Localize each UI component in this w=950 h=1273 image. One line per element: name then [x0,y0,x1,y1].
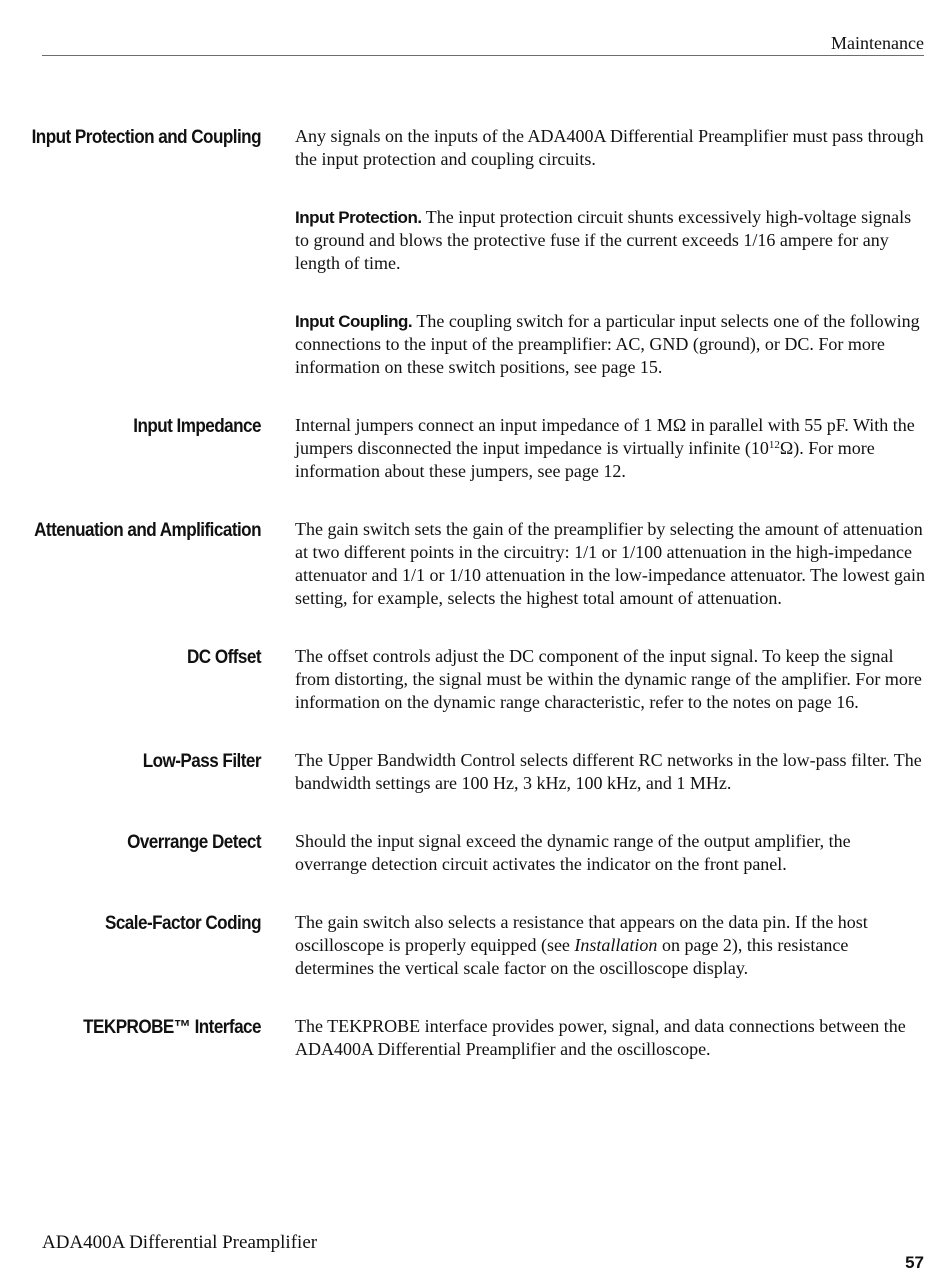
paragraph-text: The input protection circuit shunts excessively high-voltage signals to ground and blows the protective fuse if the current exceeds 1/16 ampere for any length of time. [295,207,912,273]
section-tekprobe-interface [0,1015,950,1061]
section-body [295,414,925,483]
paragraph-text: Ω). For more information about these jumpers, see page 12. [295,438,875,481]
section-body [295,518,925,610]
footer-document-title: ADA400A Differential Preamplifier [42,1232,318,1253]
section-low-pass-filter [0,749,950,795]
section-body [295,1015,925,1061]
section-body [295,830,925,876]
section-body [295,911,925,980]
header-rule [42,55,924,56]
cross-reference: Installation [574,935,658,955]
section-body [295,125,925,379]
page-body [0,125,950,1061]
section-overrange-detect [0,830,950,876]
section-input-protection [0,125,950,379]
section-scale-factor-coding [0,911,950,980]
paragraph [295,206,925,275]
section-attenuation [0,518,950,610]
paragraph [295,310,925,379]
paragraph: The TEKPROBE interface provides power, signal, and data connections between the ADA400A Differential Preamplifier and the oscilloscope. [295,1016,906,1059]
paragraph: The offset controls adjust the DC component of the input signal. To keep the signal from distorting, the signal must be within the dynamic range of the amplifier. For more information on the dynamic range characteristic, refer to the notes on page 16. [295,646,922,712]
paragraph: Should the input signal exceed the dynamic range of the output amplifier, the overrange detection circuit activates the indicator on the front panel. [295,831,851,874]
section-dc-offset [0,645,950,714]
exponent: 12 [768,439,780,451]
section-heading: Input Impedance [133,416,261,437]
paragraph-text: The gain switch also selects a resistance that appears on the data pin. If the host oscilloscope is properly equipped (see [295,912,868,955]
paragraph-text: on page 2), this resistance determines the vertical scale factor on the oscilloscope display. [295,935,849,978]
paragraph: The gain switch sets the gain of the preamplifier by selecting the amount of attenuation at two different points in the circuitry: 1/1 or 1/100 attenuation in the high-impedance attenuator and 1/1 or 1/10 attenuation in the low-impedance attenuator. The lowest gain setting, for example, selects the highest total amount of attenuation. [295,519,925,608]
run-in-heading: Input Protection. [295,208,422,227]
section-heading: Input Protection and Coupling [31,127,261,148]
run-in-heading: Input Coupling. [295,312,413,331]
paragraph [295,911,925,980]
section-heading: TEKPROBE™ Interface [83,1017,261,1038]
page-number: 57 [905,1253,924,1272]
section-heading: DC Offset [187,647,261,668]
section-heading: Low-Pass Filter [142,751,261,772]
section-heading: Attenuation and Amplification [34,520,262,541]
paragraph-text: The coupling switch for a particular input selects one of the following connections to the input of the preamplifier: AC, GND (ground), or DC. For more information on these switch positions, see page 15. [295,311,920,377]
paragraph [295,414,925,483]
paragraph-text: Internal jumpers connect an input impedance of 1 MΩ in parallel with 55 pF. With the jumpers disconnected the input impedance is virtually infinite (10 [295,415,915,458]
running-header: Maintenance [831,33,924,53]
paragraph: The Upper Bandwidth Control selects different RC networks in the low-pass filter. The bandwidth settings are 100 Hz, 3 kHz, 100 kHz, and 1 MHz. [295,750,922,793]
section-heading: Scale-Factor Coding [104,913,262,934]
section-body [295,645,925,714]
section-body [295,749,925,795]
section-input-impedance [0,414,950,483]
section-heading: Overrange Detect [127,832,261,853]
paragraph: Any signals on the inputs of the ADA400A Differential Preamplifier must pass through the input protection and coupling circuits. [295,126,924,169]
